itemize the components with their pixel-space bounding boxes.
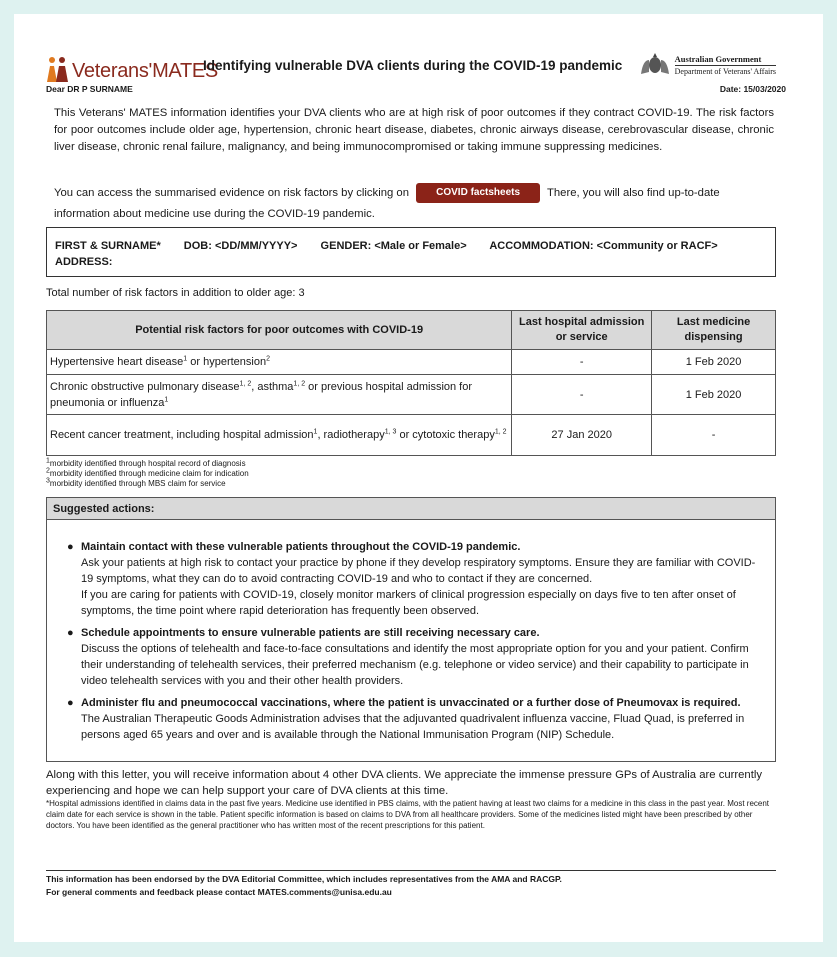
patient-accommodation: ACCOMMODATION: <Community or RACF> xyxy=(489,240,718,252)
access-text-before: You can access the summarised evidence on risk factors by clicking on xyxy=(54,187,409,199)
government-crest xyxy=(639,52,776,78)
patient-details-box xyxy=(46,227,776,277)
hospital-cell: - xyxy=(512,375,652,415)
intro-paragraph: This Veterans' MATES information identifies your DVA clients who are at high risk of poor outcomes if they contract COVID-19. The risk factors for poor outcomes include older age, hypertension, chronic heart disease, diabetes, chronic airways disease, cerebrovascular disease, chronic liver disease, chronic renal failure, malignancy, and being immunocompromised or taking immune suppressing medicines. xyxy=(54,107,774,153)
covid-factsheets-button[interactable]: COVID factsheets xyxy=(416,183,540,203)
divider xyxy=(46,870,776,871)
action-body: Discuss the options of telehealth and face-to-face consultations and identify the most appropriate option for you and your patient. Confirm their understanding of telehealth services, their preferred mechanism (e.g. telephone or video service) and their capability to participate in video telehealth services with you and their other health providers. xyxy=(81,643,749,687)
suggested-actions-heading: Suggested actions: xyxy=(47,498,775,520)
suggested-actions-box xyxy=(46,497,776,762)
action-title: Administer flu and pneumococcal vaccinations, where the patient is unvaccinated or a further dose of Pneumovax is required. xyxy=(81,697,741,709)
endorsement xyxy=(46,873,562,899)
hospital-cell: 27 Jan 2020 xyxy=(512,415,652,456)
access-text-after: There, you will also find up-to-date information about medicine use during the COVID-19 pandemic. xyxy=(54,187,720,220)
patient-dob: DOB: <DD/MM/YYYY> xyxy=(183,240,298,252)
people-icon xyxy=(46,56,70,82)
action-title: Schedule appointments to ensure vulnerable patients are still receiving necessary care. xyxy=(81,627,540,639)
list-item: ● Schedule appointments to ensure vulnerable patients are still receiving necessary care. Discuss the options of telehealth and face-to-face consultations and identify the most appropriate option for you and your patient. Confirm their understanding of telehealth services, their preferred mechanism (e.g. telephone or video service) and their capability to participate in video telehealth services with you and their other health providers. xyxy=(81,625,775,689)
action-body: Ask your patients at high risk to contact your practice by phone if they develop respiratory symptoms. Ensure they are familiar with COVID-19 symptoms, what they can do to avoid contracting COVID-19 and who to contact if they are concerned. xyxy=(81,557,756,585)
table-row xyxy=(47,375,776,415)
medicine-cell: 1 Feb 2020 xyxy=(652,375,776,415)
action-title: Maintain contact with these vulnerable patients throughout the COVID-19 pandemic. xyxy=(81,541,521,553)
feedback-contact: For general comments and feedback please contact MATES.comments@unisa.edu.au xyxy=(46,887,392,897)
header-medicine: Last medicine dispensing xyxy=(652,311,776,350)
risk-factor-cell: Chronic obstructive pulmonary disease$^{1, 2}$, asthma$^{1, 2}$ or previous hospital admission for pneumonia or influenza$^1$ xyxy=(47,375,512,415)
veterans-mates-logo xyxy=(46,52,218,82)
patient-address: ADDRESS: xyxy=(55,256,113,268)
list-item: ● Administer flu and pneumococcal vaccinations, where the patient is unvaccinated or a further dose of Pneumovax is required. The Australian Therapeutic Goods Administration advises that the adjuvanted quadrivalent influenza vaccine, Fluad Quad, is preferred in persons aged 65 years and over and is available through the National Immunisation Program (NIP) Schedule. xyxy=(81,695,775,743)
table-row xyxy=(47,350,776,375)
coat-of-arms-icon xyxy=(639,52,671,78)
letter-date: Date: 15/03/2020 xyxy=(719,84,786,94)
patient-name: FIRST & SURNAME* xyxy=(55,240,161,252)
letter-header xyxy=(46,52,776,92)
list-item: ● Maintain contact with these vulnerable patients throughout the COVID-19 pandemic. Ask your patients at high risk to contact your practice by phone if they develop respiratory symptoms. Ensure they are familiar with COVID-19 symptoms, what they can do to avoid contracting COVID-19 and who to contact if they are concerned. If you are caring for patients with COVID-19, closely monitor markers of clinical progression especially on days five to ten after onset of symptoms, the time point where rapid deterioration has frequently been observed. xyxy=(81,539,775,619)
action-body: If you are caring for patients with COVID-19, closely monitor markers of clinical progression especially on days five to ten after onset of symptoms, the time point where rapid deterioration has frequently been observed. xyxy=(81,589,736,617)
risk-factor-cell: Hypertensive heart disease$^1$ or hypertension$^2$ xyxy=(47,350,512,375)
footnote: $^2$morbidity identified through medicine claim for indication xyxy=(46,467,249,478)
hospital-cell: - xyxy=(512,350,652,375)
risk-factor-cell: Recent cancer treatment, including hospital admission$^1$, radiotherapy$^{1, 3}$ or cytotoxic therapy$^{1, 2}$ xyxy=(47,415,512,456)
risk-factor-table xyxy=(46,310,776,456)
gov-line-1: Australian Government xyxy=(675,54,776,66)
closing-paragraph: Along with this letter, you will receive information about 4 other DVA clients. We appreciate the immense pressure GPs of Australia are currently experiencing and hope we can help support your care of DVA clients at this time. xyxy=(46,769,763,797)
gov-line-2: Department of Veterans' Affairs xyxy=(674,66,776,76)
suggested-actions-list xyxy=(47,520,775,743)
patient-gender: GENDER: <Male or Female> xyxy=(320,240,467,252)
table-row xyxy=(47,415,776,456)
medicine-cell: - xyxy=(652,415,776,456)
logo-text: Veterans'MATES xyxy=(72,60,218,82)
header-hospital: Last hospital admission or service xyxy=(512,311,652,350)
endorsement-line: This information has been endorsed by the DVA Editorial Committee, which includes representatives from the AMA and RACGP. xyxy=(46,874,562,884)
table-header-row xyxy=(47,311,776,350)
fine-print: *Hospital admissions identified in claims data in the past five years. Medicine use identified in PBS claims, with the patient having at least two claims for a medicine in this class in the past year. Most recent claim date for each service is shown in the table. Patient specific information is based on claims to DVA from all healthcare providers. Some of the medicines listed might have been prescribed by other doctors. You have been identified as the general practitioner who has written most of the recent prescriptions for this patient. xyxy=(46,799,770,830)
document-title: Identifying vulnerable DVA clients during the COVID-19 pandemic xyxy=(203,58,623,73)
table-footnotes xyxy=(46,459,249,489)
action-body: The Australian Therapeutic Goods Administration advises that the adjuvanted quadrivalent influenza vaccine, Fluad Quad, is preferred in persons aged 65 years and over and is available through the National Immunisation Program (NIP) Schedule. xyxy=(81,713,745,741)
footnote: $^1$morbidity identified through hospital record of diagnosis xyxy=(46,457,246,468)
medicine-cell: 1 Feb 2020 xyxy=(652,350,776,375)
greeting: Dear DR P SURNAME xyxy=(46,84,133,94)
footnote: $^3$morbidity identified through MBS claim for service xyxy=(46,477,226,488)
total-risk-factors: Total number of risk factors in addition to older age: 3 xyxy=(46,287,305,299)
access-paragraph xyxy=(54,183,774,225)
header-risk-factors: Potential risk factors for poor outcomes with COVID-19 xyxy=(47,311,512,350)
